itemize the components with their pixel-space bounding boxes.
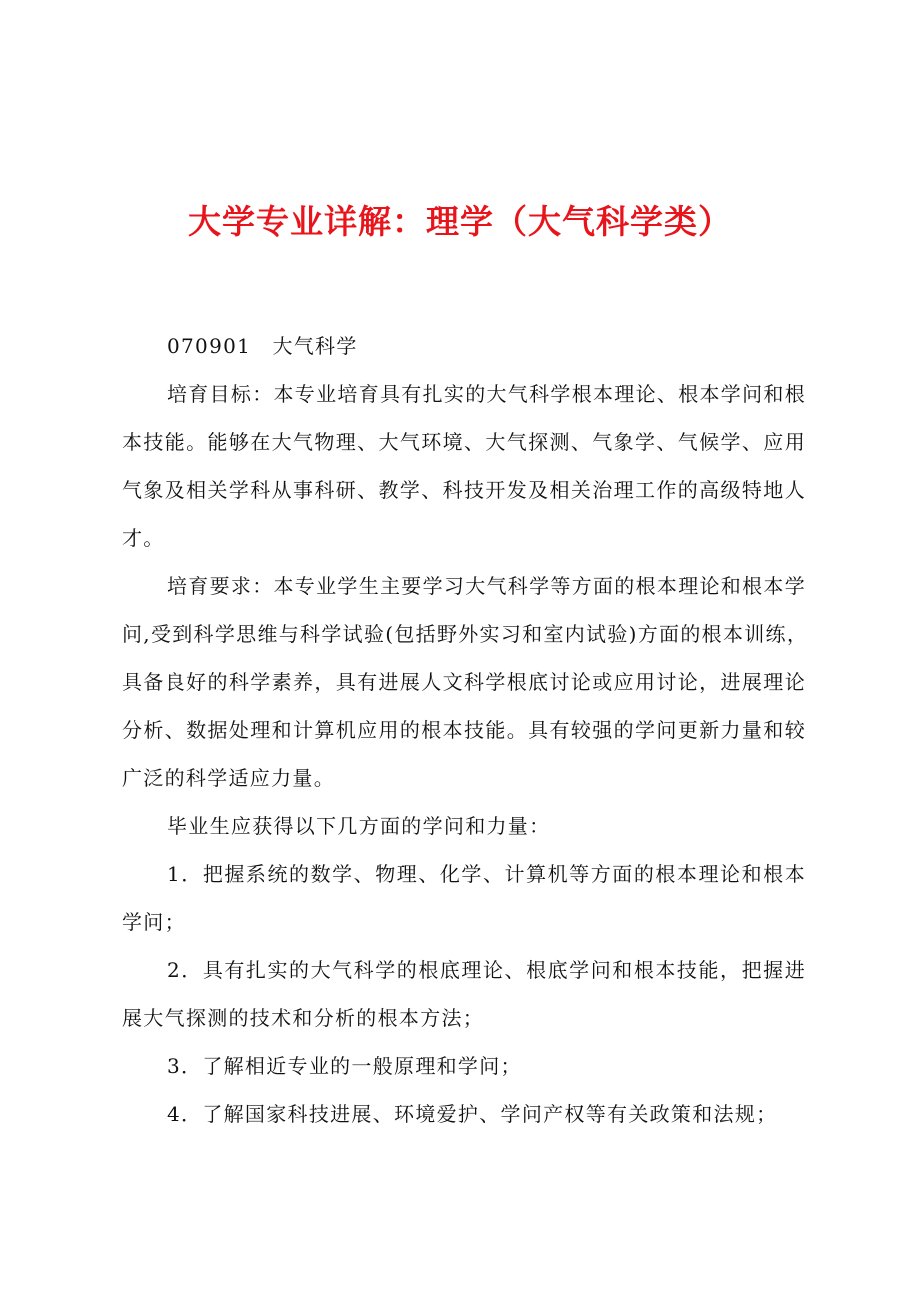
text-line: 才。 — [122, 526, 165, 550]
major-heading: 070901 大气科学 — [167, 334, 358, 358]
text-line: 分析、数据处理和计算机应用的根本技能。具有较强的学问更新力量和较 — [122, 718, 806, 742]
document-body — [122, 322, 809, 1138]
list-item-3: 3．了解相近专业的一般原理和学问； — [167, 1054, 522, 1078]
list-item-2 — [122, 946, 806, 1042]
document-title: 大学专业详解：理学（大气科学类） — [188, 202, 732, 241]
text-line: 展大气探测的技术和分析的根本方法； — [122, 1006, 485, 1030]
text-line: 问,受到科学思维与科学试验(包括野外实习和室内试验)方面的根本训练， — [122, 622, 809, 646]
text-line: 培育要求：本专业学生主要学习大气科学等方面的根本理论和根本学 — [167, 574, 806, 598]
text-line: 具备良好的科学素养，具有进展人文科学根底讨论或应用讨论，进展理论 — [122, 670, 806, 694]
list-item-1 — [122, 850, 806, 946]
text-line: 1．把握系统的数学、物理、化学、计算机等方面的根本理论和根本 — [167, 862, 806, 886]
text-line: 广泛的科学适应力量。 — [122, 766, 335, 790]
text-line: 培育目标：本专业培育具有扎实的大气科学根本理论、根本学问和根 — [167, 382, 806, 406]
paragraph-training-requirements — [122, 562, 809, 802]
text-line: 学问； — [122, 910, 186, 934]
text-line: 本技能。能够在大气物理、大气环境、大气探测、气象学、气候学、应用 — [122, 430, 806, 454]
text-line: 2．具有扎实的大气科学的根底理论、根底学问和根本技能，把握进 — [167, 958, 806, 982]
paragraph-graduate-abilities: 毕业生应获得以下几方面的学问和力量： — [167, 814, 551, 838]
paragraph-training-goal — [122, 370, 806, 562]
text-line: 气象及相关学科从事科研、教学、科技开发及相关治理工作的高级特地人 — [122, 478, 806, 502]
list-item-4: 4．了解国家科技进展、环境爱护、学问产权等有关政策和法规； — [167, 1102, 778, 1126]
